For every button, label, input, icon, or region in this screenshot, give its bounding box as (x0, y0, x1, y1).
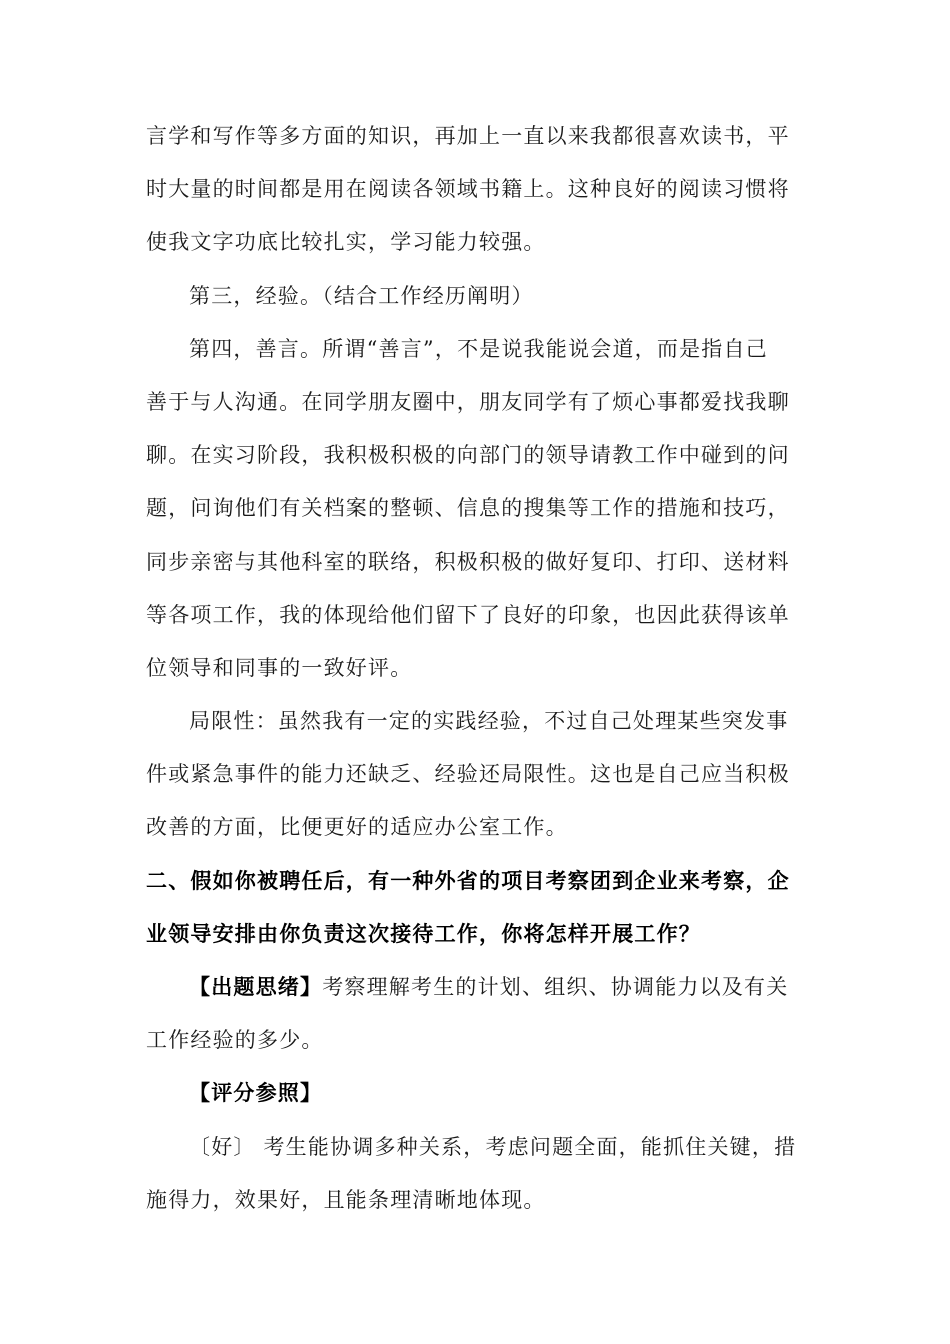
paragraph-line: 时大量的时间都是用在阅读各领域书籍上。这种良好的阅读习惯将 (146, 177, 790, 202)
paragraph-line: 题，问询他们有关档案的整顿、信息的搜集等工作的措施和技巧， (146, 496, 790, 521)
question-heading-line: 二、假如你被聘任后，有一种外省的项目考察团到企业来考察，企 (146, 868, 790, 893)
paragraph-line: 〔好〕 考生能协调多种关系，考虑问题全面，能抓住关键，措 (189, 1134, 797, 1159)
paragraph-line: 使我文字功底比较扎实，学习能力较强。 (146, 230, 546, 255)
paragraph-line: 第四，善言。所谓“善言”，不是说我能说会道，而是指自己 (189, 336, 768, 361)
paragraph-line: 言学和写作等多方面的知识，再加上一直以来我都很喜欢读书，平 (146, 124, 790, 148)
section-label: 【出题思绪】 (189, 975, 323, 999)
question-heading-line: 业领导安排由你负责这次接待工作，你将怎样开展工作？ (146, 921, 701, 946)
paragraph-text: 考察理解考生的计划、组织、协调能力以及有关 (322, 975, 789, 999)
paragraph-line: 同步亲密与其他科室的联络，积极积极的做好复印、打印、送材料 (146, 549, 790, 574)
paragraph-line (146, 961, 806, 1014)
paragraph-line: 位领导和同事的一致好评。 (146, 655, 413, 680)
paragraph-line: 改善的方面，比便更好的适应办公室工作。 (146, 815, 568, 840)
paragraph-line: 聊。在实习阶段，我积极积极的向部门的领导请教工作中碰到的问 (146, 443, 790, 468)
paragraph-line: 件或紧急事件的能力还缺乏、经验还局限性。这也是自己应当积极 (146, 762, 790, 787)
paragraph-line: 等各项工作，我的体现给他们留下了良好的印象，也因此获得该单 (146, 602, 790, 627)
paragraph-line: 局限性：虽然我有一定的实践经验，不过自己处理某些突发事 (189, 709, 789, 734)
paragraph-line: 第三，经验。（结合工作经历阐明） (189, 283, 534, 308)
section-heading: 【评分参照】 (189, 1081, 323, 1106)
paragraph-line: 施得力，效果好，且能条理清晰地体现。 (146, 1187, 546, 1212)
paragraph-line: 工作经验的多少。 (146, 1028, 324, 1053)
paragraph-line: 善于与人沟通。在同学朋友圈中，朋友同学有了烦心事都爱找我聊 (146, 389, 790, 414)
document-page (146, 110, 806, 1227)
